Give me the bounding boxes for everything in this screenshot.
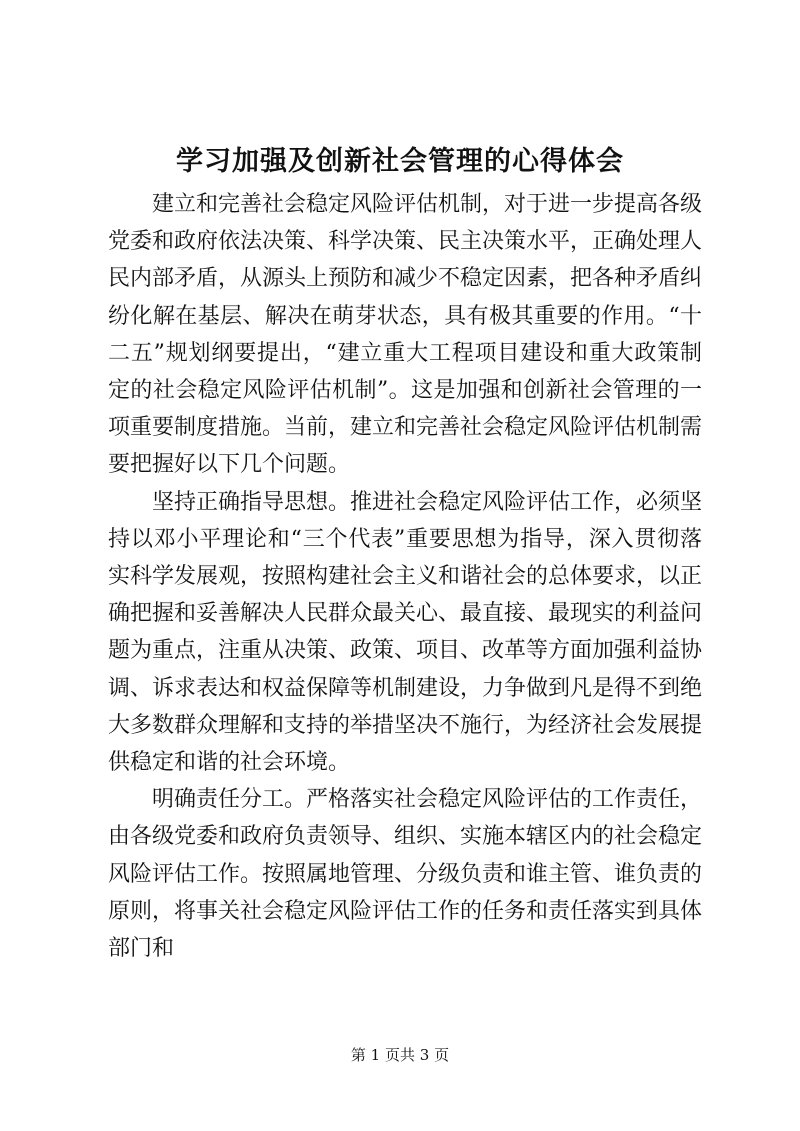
paragraph-1: 建立和完善社会稳定风险评估机制，对于进一步提高各级党委和政府依法决策、科学决策、民主决策水平，正确处理人民内部矛盾，从源头上预防和减少不稳定因素，把各种矛盾纠纷化解在基层、解决在萌芽状态，具有极其重要的作用。“十二五”规划纲要提出，“建立重大工程项目建设和重大政策制定的社会稳定风险评估机制”。这是加强和创新社会管理的一项重要制度措施。当前，建立和完善社会稳定风险评估机制需要把握好以下几个问题。 (108, 192, 703, 478)
paragraph-3: 明确责任分工。严格落实社会稳定风险评估的工作责任，由各级党委和政府负责领导、组织、实施本辖区内的社会稳定风险评估工作。按照属地管理、分级负责和谁主管、谁负责的原则，将事关社会稳定风险评估工作的任务和责任落实到具体部门和 (108, 787, 703, 962)
document-title: 学习加强及创新社会管理的心得体会 (176, 146, 624, 177)
paragraph-2: 坚持正确指导思想。推进社会稳定风险评估工作，必须坚持以邓小平理论和“三个代表”重要思想为指导，深入贯彻落实科学发展观，按照构建社会主义和谐社会的总体要求，以正确把握和妥善解决人民群众最关心、最直接、最现实的利益问题为重点，注重从决策、政策、项目、改革等方面加强利益协调、诉求表达和权益保障等机制建设，力争做到凡是得不到绝大多数群众理解和支持的举措坚决不施行，为经济社会发展提供稳定和谐的社会环境。 (108, 489, 703, 776)
document-body (108, 186, 702, 967)
page-number: 第 1 页 (350, 1046, 400, 1064)
page-total: 共 3 页 (400, 1046, 450, 1064)
page-footer (0, 1045, 800, 1065)
